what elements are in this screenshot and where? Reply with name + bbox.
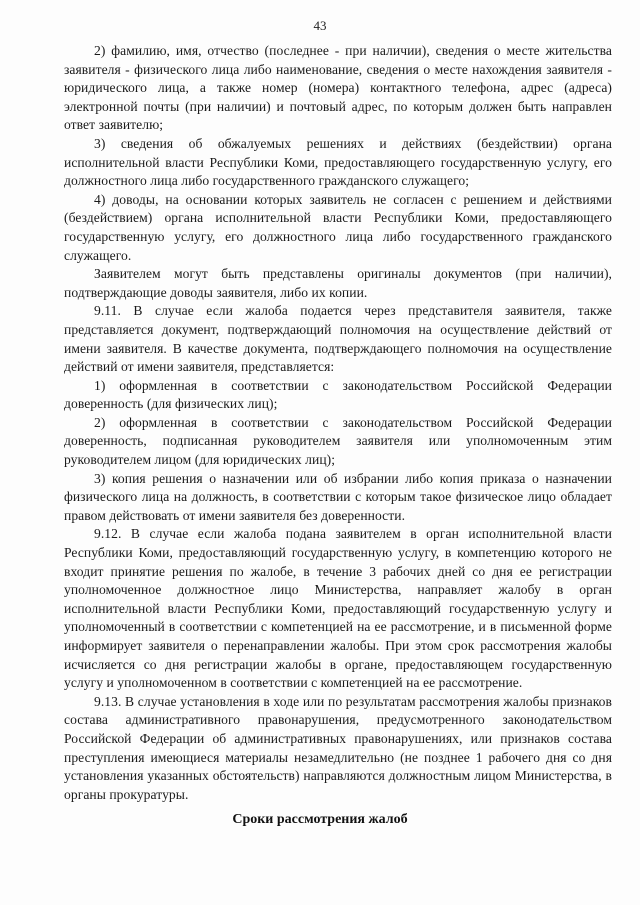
paragraph: 2) оформленная в соответствии с законодательством Российской Федерации доверенность, подписанная руководителем заявителя или уполномоченным этим руководителем лицом (для юридических лиц); [64,414,612,468]
document-body [64,42,612,804]
paragraph: 3) сведения об обжалуемых решениях и действиях (бездействии) органа исполнительной власти Республики Коми, предоставляющего государственную услугу, его должностного лица либо государственного гражданского служащего; [64,135,612,189]
paragraph: 1) оформленная в соответствии с законодательством Российской Федерации доверенность (для физических лиц); [64,377,612,412]
section-heading: Сроки рассмотрения жалоб [232,812,408,827]
paragraph: 3) копия решения о назначении или об избрании либо копия приказа о назначении физического лица на должность, в соответствии с которым такое физическое лицо обладает правом действовать от имени заявителя без доверенности. [64,470,612,523]
page-number: 43 [313,18,327,33]
paragraph: 9.13. В случае установления в ходе или по результатам рассмотрения жалобы признаков состава административного правонарушения, предусмотренного законодательством Российской Федерации об административных правонарушениях, или признаков состава преступления имеющиеся материалы незамедлительно (не позднее 1 рабочего дня со дня установления указанных обстоятельств) направляются должностным лицом Министерства, в органы прокуратуры. [64,693,612,802]
paragraph: 2) фамилию, имя, отчество (последнее - при наличии), сведения о месте жительства заявителя - физического лица либо наименование, сведения о месте нахождения заявителя - юридического лица, а также номер (номера) контактного телефона, адрес (адреса) электронной почты (при наличии) и почтовый адрес, по которым должен быть направлен ответ заявителю; [64,43,612,133]
paragraph: 9.11. В случае если жалоба подается через представителя заявителя, также представляется документ, подтверждающий полномочия на осуществление действий от имени заявителя. В качестве документа, подтверждающего полномочия на осуществление действий от имени заявителя, представляется: [64,303,612,375]
paragraph: 4) доводы, на основании которых заявитель не согласен с решением и действиями (бездействием) органа исполнительной власти Республики Коми, предоставляющего государственную услугу, его должностного лица либо государственного гражданского служащего. [64,191,612,263]
paragraph: Заявителем могут быть представлены оригиналы документов (при наличии), подтверждающие доводы заявителя, либо их копии. [64,266,612,300]
paragraph: 9.12. В случае если жалоба подана заявителем в орган исполнительной власти Республики Коми, предоставляющий государственную услугу, в компетенцию которого не входит принятие решения по жалобе, в течение 3 рабочих дней со дня ее регистрации уполномоченное должностное лицо Министерства, направляет жалобу в орган исполнительной власти Республики Коми, предоставляющий государственную услугу и уполномоченный в соответствии с компетенцией на ее рассмотрение, и в письменной форме информирует заявителя о перенаправлении жалобы. При этом срок рассмотрения жалобы исчисляется со дня регистрации жалобы в органе, предоставляющем государственную услугу и уполномоченном в соответствии с компетенцией на ее рассмотрение. [64,526,612,691]
